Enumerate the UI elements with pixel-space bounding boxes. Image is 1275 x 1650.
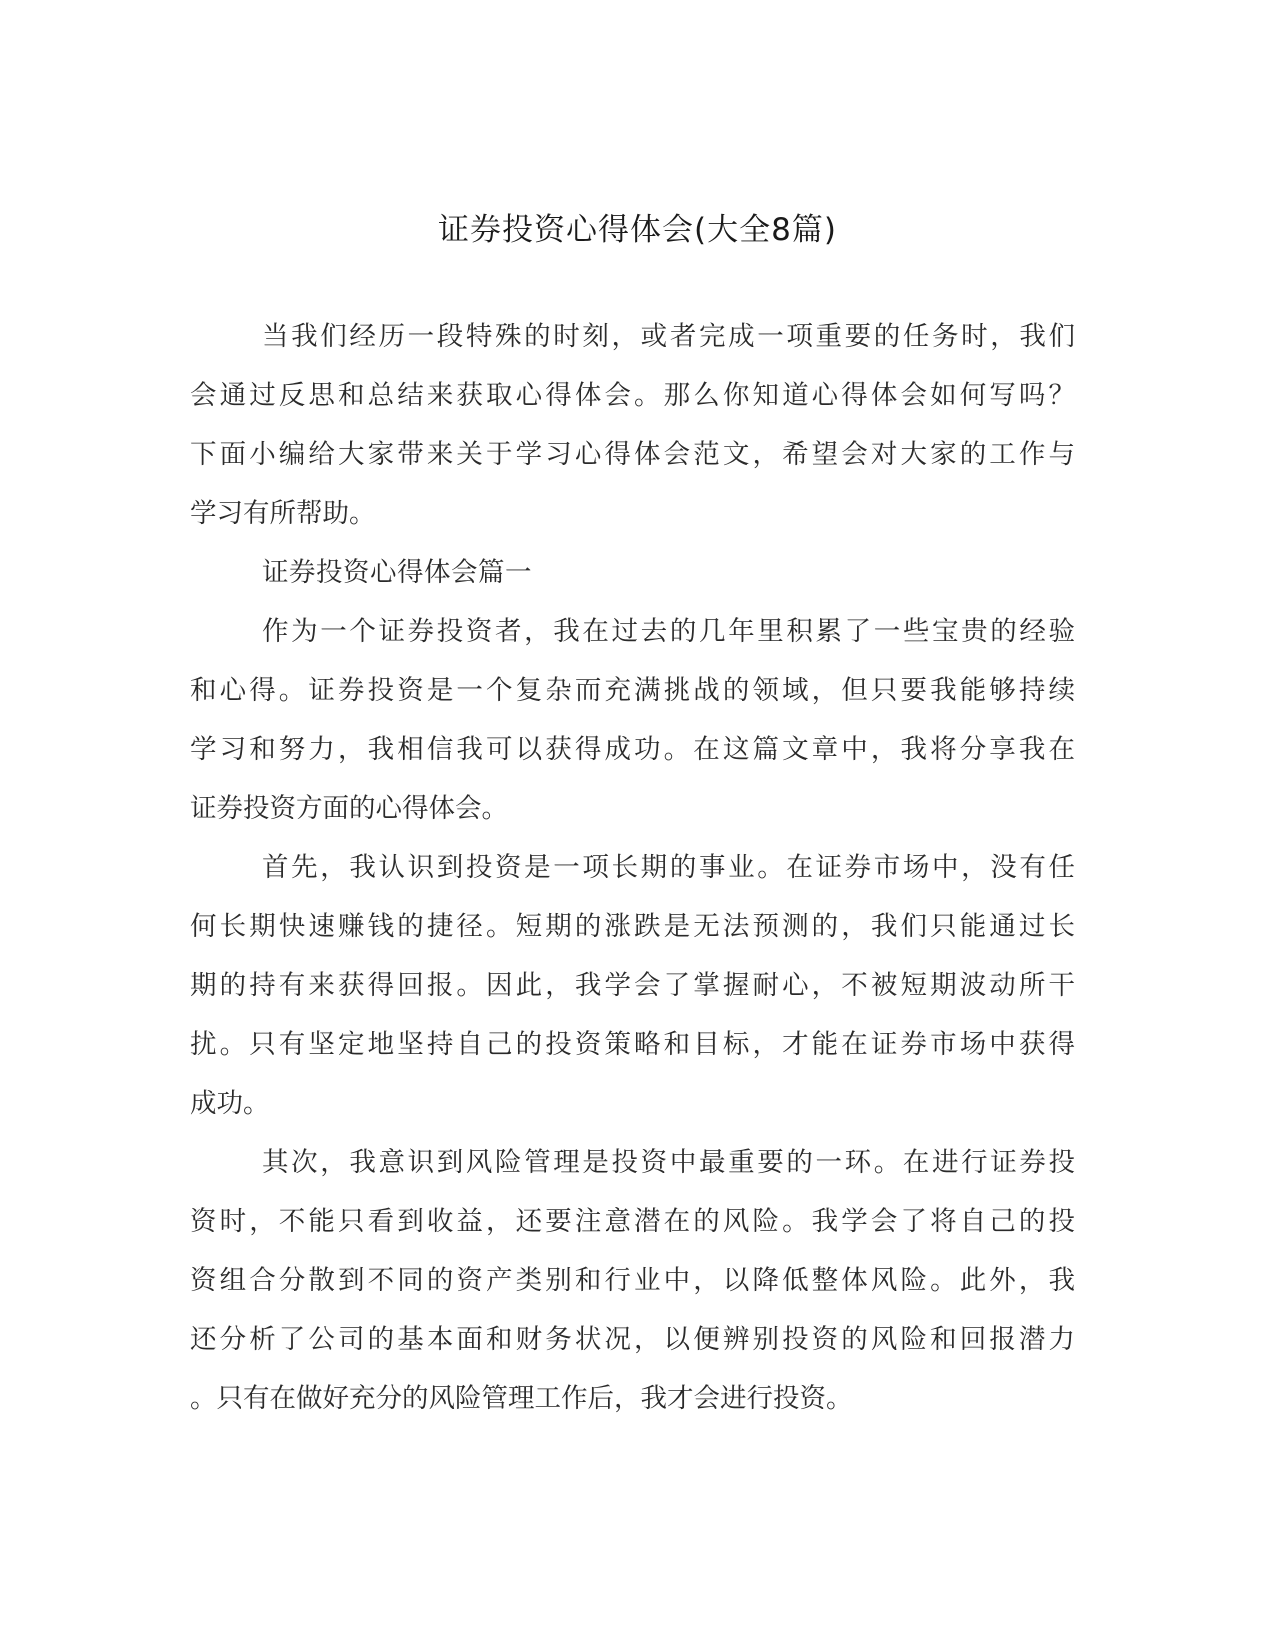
paragraph-line: 扰。只有坚定地坚持自己的投资策略和目标，才能在证券市场中获得 bbox=[190, 1029, 1075, 1060]
paragraph-line: 首先，我认识到投资是一项长期的事业。在证券市场中，没有任 bbox=[262, 852, 1075, 883]
paragraph-line: 和心得。证券投资是一个复杂而充满挑战的领域，但只要我能够持续 bbox=[190, 675, 1075, 706]
paragraph-line: 成功。 bbox=[190, 1088, 270, 1119]
paragraph-line: 作为一个证券投资者，我在过去的几年里积累了一些宝贵的经验 bbox=[262, 616, 1075, 647]
paragraph-line: 证券投资方面的心得体会。 bbox=[190, 793, 508, 824]
section-heading: 证券投资心得体会篇一 bbox=[262, 557, 532, 588]
paragraph-line: 还分析了公司的基本面和财务状况，以便辨别投资的风险和回报潜力 bbox=[190, 1324, 1075, 1355]
paragraph-line: 资组合分散到不同的资产类别和行业中，以降低整体风险。此外，我 bbox=[190, 1265, 1075, 1296]
paragraph-line: 期的持有来获得回报。因此，我学会了掌握耐心，不被短期波动所干 bbox=[190, 970, 1075, 1001]
paragraph-line: 会通过反思和总结来获取心得体会。那么你知道心得体会如何写吗？ bbox=[190, 380, 1075, 411]
paragraph-line: 学习和努力，我相信我可以获得成功。在这篇文章中，我将分享我在 bbox=[190, 734, 1075, 765]
paragraph-line: 当我们经历一段特殊的时刻，或者完成一项重要的任务时，我们 bbox=[262, 321, 1075, 352]
paragraph-line: 何长期快速赚钱的捷径。短期的涨跌是无法预测的，我们只能通过长 bbox=[190, 911, 1075, 942]
paragraph-line: 下面小编给大家带来关于学习心得体会范文，希望会对大家的工作与 bbox=[190, 439, 1075, 470]
paragraph-line: 其次，我意识到风险管理是投资中最重要的一环。在进行证券投 bbox=[262, 1147, 1075, 1178]
document-title: 证券投资心得体会(大全8篇) bbox=[438, 212, 837, 248]
paragraph-line: 资时，不能只看到收益，还要注意潜在的风险。我学会了将自己的投 bbox=[190, 1206, 1075, 1237]
paragraph-line: 。只有在做好充分的风险管理工作后，我才会进行投资。 bbox=[190, 1383, 853, 1414]
paragraph-line: 学习有所帮助。 bbox=[190, 498, 376, 529]
